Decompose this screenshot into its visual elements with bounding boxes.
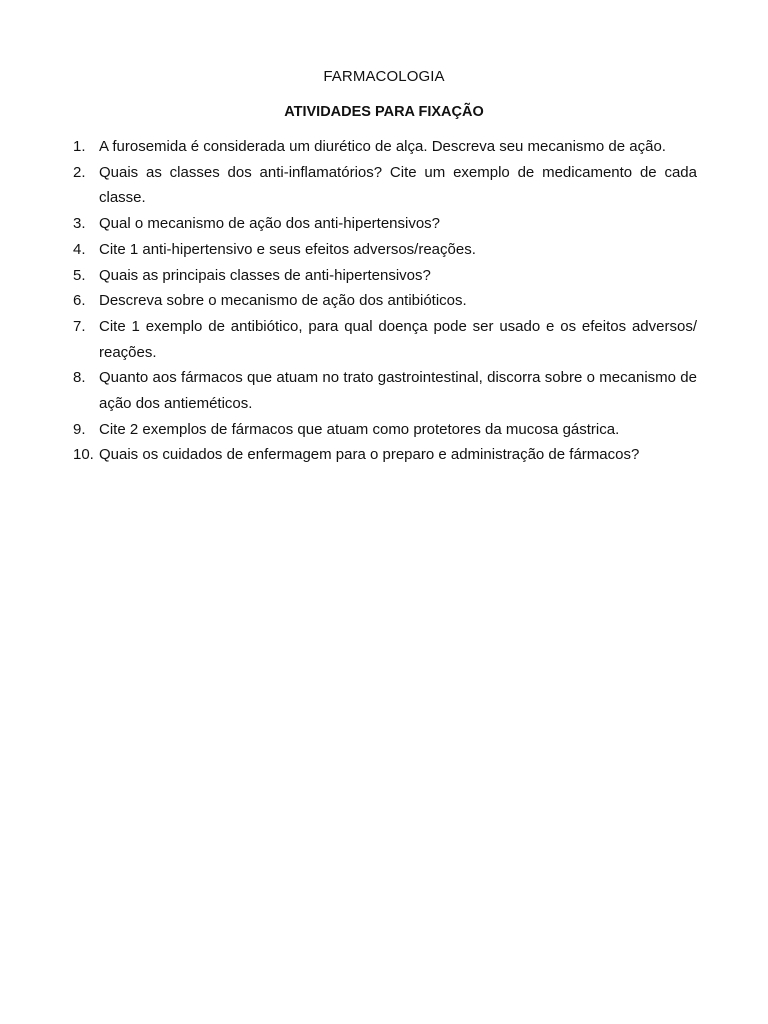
item-text: Qual o mecanismo de ação dos anti-hipertensivos? xyxy=(99,215,441,233)
list-item xyxy=(73,365,697,416)
item-number: 5. xyxy=(73,266,86,284)
question-list xyxy=(73,134,697,468)
list-item xyxy=(73,288,697,314)
list-item xyxy=(73,314,697,365)
item-number: 3. xyxy=(73,215,86,233)
item-text: A furosemida é considerada um diurético de alça. Descreva seu mecanismo de ação. xyxy=(99,138,666,155)
item-text: Quais os cuidados de enfermagem para o preparo e administração de fármacos? xyxy=(99,446,640,464)
item-number: 1. xyxy=(73,138,86,155)
list-item xyxy=(73,211,697,237)
document-title: FARMACOLOGIA xyxy=(323,68,445,85)
list-item xyxy=(73,134,697,160)
item-text: Quais as principais classes de anti-hipertensivos? xyxy=(99,266,431,284)
item-number: 6. xyxy=(73,292,86,310)
item-text: Cite 2 exemplos de fármacos que atuam como protetores da mucosa gástrica. xyxy=(99,420,620,438)
item-number: 10. xyxy=(73,446,94,464)
item-text: Descreva sobre o mecanismo de ação dos antibióticos. xyxy=(99,292,467,310)
item-number: 8. xyxy=(73,369,86,387)
list-item xyxy=(73,237,697,263)
item-text: Quais as classes dos anti-inflamatórios? Cite um exemplo de medicamento de cada classe. xyxy=(99,163,697,207)
list-item xyxy=(73,442,697,468)
item-number: 2. xyxy=(73,163,86,181)
item-number: 9. xyxy=(73,420,86,438)
item-text: Quanto aos fármacos que atuam no trato gastrointestinal, discorra sobre o mecanismo de ação dos antieméticos. xyxy=(99,369,697,413)
item-number: 7. xyxy=(73,317,86,335)
list-item xyxy=(73,263,697,289)
item-text: Cite 1 anti-hipertensivo e seus efeitos adversos/reações. xyxy=(99,240,476,258)
item-number: 4. xyxy=(73,240,86,258)
list-item xyxy=(73,160,697,211)
item-text: Cite 1 exemplo de antibiótico, para qual doença pode ser usado e os efeitos adversos/ reações. xyxy=(99,317,697,361)
list-item xyxy=(73,417,697,443)
document-subtitle: ATIVIDADES PARA FIXAÇÃO xyxy=(284,104,484,120)
